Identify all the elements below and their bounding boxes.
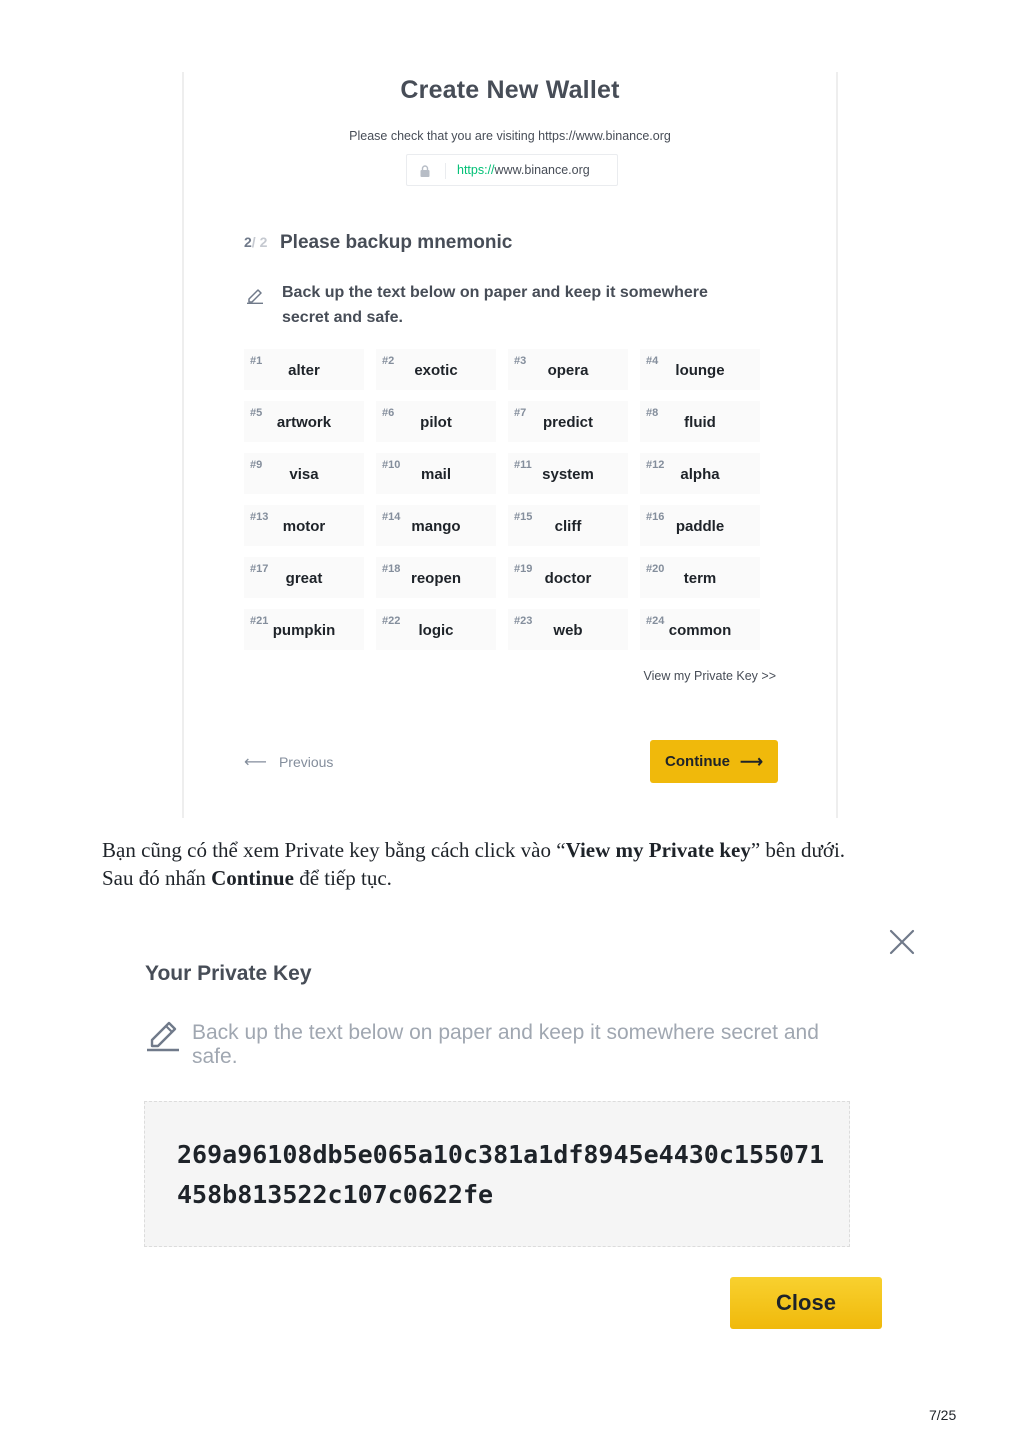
mnemonic-word-cell — [244, 557, 364, 598]
mnemonic-word-cell — [508, 557, 628, 598]
mnemonic-grid — [244, 349, 760, 650]
mnemonic-word: visa — [289, 466, 319, 483]
mnemonic-word: common — [668, 622, 732, 639]
mnemonic-word-number: #21 — [250, 615, 269, 627]
mnemonic-word-number: #12 — [646, 459, 665, 471]
mnemonic-word-cell — [508, 609, 628, 650]
mnemonic-word-number: #6 — [382, 407, 395, 419]
mnemonic-word-number: #11 — [514, 459, 532, 471]
mnemonic-word-cell — [376, 557, 496, 598]
mnemonic-word-number: #23 — [514, 615, 533, 627]
mnemonic-word-number: #9 — [250, 459, 263, 471]
mnemonic-word: system — [542, 466, 594, 483]
mnemonic-word-cell — [376, 349, 496, 390]
mnemonic-word-cell — [508, 401, 628, 442]
mnemonic-word-number: #14 — [382, 511, 401, 523]
step-title: Please backup mnemonic — [280, 232, 513, 253]
mnemonic-word: artwork — [276, 414, 332, 431]
url-bar — [406, 154, 618, 186]
mnemonic-word-cell — [640, 557, 760, 598]
mnemonic-word: cliff — [554, 518, 582, 535]
para-text: ” bên dưới. — [750, 838, 846, 862]
mnemonic-word-number: #18 — [382, 563, 401, 575]
mnemonic-word-number: #8 — [646, 407, 659, 419]
mnemonic-word-number: #4 — [646, 355, 659, 367]
mnemonic-word: pilot — [420, 414, 452, 431]
step-indicator — [244, 234, 267, 250]
step-current: 2 — [244, 234, 252, 250]
url-protocol: https:// — [457, 163, 495, 177]
arrow-left-icon: ⟵ — [244, 754, 267, 771]
close-icon[interactable] — [889, 929, 915, 955]
mnemonic-word-cell — [640, 401, 760, 442]
mnemonic-word-cell — [640, 505, 760, 546]
mnemonic-word-number: #1 — [250, 355, 263, 367]
wallet-title: Create New Wallet — [400, 76, 620, 104]
close-button[interactable]: Close — [730, 1277, 882, 1329]
mnemonic-word: alter — [288, 362, 320, 379]
mnemonic-word: web — [553, 622, 583, 639]
mnemonic-word: fluid — [684, 414, 716, 431]
mnemonic-word: mango — [411, 518, 461, 535]
create-wallet-screenshot — [182, 72, 838, 818]
lock-icon — [419, 165, 431, 177]
mnemonic-word: paddle — [675, 518, 725, 535]
edit-icon — [246, 286, 264, 304]
mnemonic-word: term — [683, 570, 717, 587]
mnemonic-word: exotic — [414, 362, 458, 379]
mnemonic-word: logic — [418, 622, 454, 639]
mnemonic-word: mail — [420, 466, 451, 483]
para-text: Sau đó nhấn — [102, 866, 212, 890]
mnemonic-word-number: #13 — [250, 511, 269, 523]
para-text: Bạn cũng có thể xem Private key bằng cách click vào “ — [102, 838, 566, 862]
mnemonic-word-number: #20 — [646, 563, 665, 575]
mnemonic-word: alpha — [680, 466, 720, 483]
page-number: 7/25 — [929, 1407, 957, 1423]
previous-label: Previous — [278, 754, 334, 770]
mnemonic-word: pumpkin — [272, 622, 336, 639]
mnemonic-word-cell — [244, 349, 364, 390]
mnemonic-word-cell — [376, 401, 496, 442]
mnemonic-word-number: #17 — [250, 563, 269, 575]
mnemonic-word-cell — [244, 505, 364, 546]
mnemonic-word-cell — [640, 609, 760, 650]
url-text — [457, 163, 590, 177]
para-text: để tiếp tục. — [293, 866, 392, 890]
mnemonic-word-number: #3 — [514, 355, 527, 367]
mnemonic-word-number: #5 — [250, 407, 263, 419]
mnemonic-word: opera — [547, 362, 589, 379]
mnemonic-word-number: #2 — [382, 355, 395, 367]
mnemonic-word-cell — [376, 453, 496, 494]
mnemonic-word-cell — [244, 401, 364, 442]
private-key-value[interactable]: 269a96108db5e065a10c381a1df8945e4430c155071458b813522c107c0622fe — [177, 1140, 825, 1209]
previous-button[interactable] — [244, 752, 333, 772]
continue-button[interactable] — [650, 740, 778, 783]
mnemonic-word: great — [285, 570, 323, 587]
para-bold-view-key: View my Private key — [565, 838, 751, 862]
para-bold-continue: Continue — [211, 866, 294, 890]
mnemonic-word-cell — [640, 349, 760, 390]
mnemonic-word: reopen — [410, 570, 461, 587]
mnemonic-word: doctor — [544, 570, 592, 587]
mnemonic-word-number: #7 — [514, 407, 527, 419]
mnemonic-word-cell — [640, 453, 760, 494]
url-host: www.binance.org — [494, 163, 590, 177]
private-key-title: Your Private Key — [145, 962, 312, 985]
instruction-paragraph — [102, 836, 922, 892]
mnemonic-word-number: #16 — [646, 511, 665, 523]
arrow-right-icon: ⟶ — [740, 753, 763, 771]
continue-label: Continue — [665, 753, 731, 770]
mnemonic-word-cell — [508, 505, 628, 546]
url-check-notice: Please check that you are visiting https://www.binance.org — [349, 129, 671, 143]
step-total: / 2 — [251, 234, 268, 250]
url-divider — [445, 163, 446, 179]
backup-instruction: Back up the text below on paper and keep it somewhere secret and safe. — [282, 284, 708, 326]
mnemonic-word: predict — [542, 414, 593, 431]
mnemonic-word-number: #22 — [382, 615, 401, 627]
private-key-box — [144, 1101, 850, 1247]
mnemonic-word-cell — [508, 453, 628, 494]
mnemonic-word-number: #19 — [514, 563, 533, 575]
mnemonic-word-cell — [376, 505, 496, 546]
edit-icon — [146, 1016, 180, 1052]
mnemonic-word-cell — [508, 349, 628, 390]
mnemonic-word-number: #24 — [646, 615, 665, 627]
mnemonic-word-number: #15 — [514, 511, 533, 523]
mnemonic-word-cell — [244, 453, 364, 494]
mnemonic-word: lounge — [675, 362, 725, 379]
mnemonic-word-cell — [244, 609, 364, 650]
mnemonic-word-cell — [376, 609, 496, 650]
mnemonic-word: motor — [282, 518, 326, 535]
view-private-key-link[interactable]: View my Private Key >> — [643, 669, 776, 683]
private-key-instruction: Back up the text below on paper and keep it somewhere secret and safe. — [192, 1021, 819, 1068]
mnemonic-word-number: #10 — [382, 459, 401, 471]
